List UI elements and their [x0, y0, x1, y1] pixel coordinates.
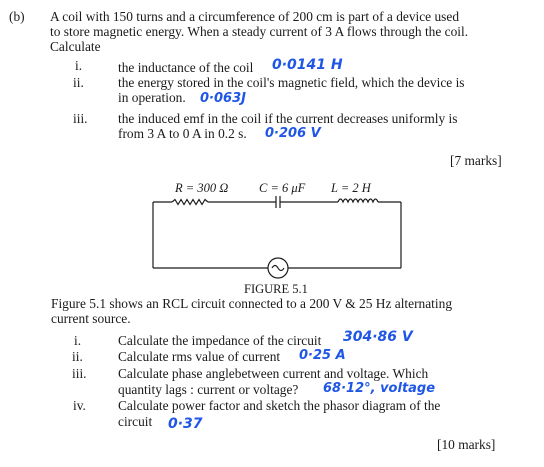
inductor-label: L = 2 H [331, 181, 371, 195]
question-text: Calculate rms value of current [118, 349, 281, 364]
question-text: the induced emf in the coil if the current decreases uniformly is [118, 111, 458, 126]
resistor-symbol [172, 200, 208, 205]
handwritten-answer: 0·206 V [265, 126, 321, 141]
capacitor-label: C = 6 μF [259, 181, 306, 195]
figure-caption: FIGURE 5.1 [244, 282, 308, 296]
question-text: the inductance of the coil [118, 60, 254, 75]
handwritten-answer: 304·86 V [343, 329, 413, 345]
question-text: from 3 A to 0 A in 0.2 s. [118, 126, 247, 141]
question-text: Calculate power factor and sketch the phasor diagram of the [118, 398, 441, 413]
intro-line-1: A coil with 150 turns and a circumference of 200 cm is part of a device used [50, 9, 460, 24]
question-text: the energy stored in the coil's magnetic field, which the device is [118, 75, 465, 90]
figure-description-1: Figure 5.1 shows an RCL circuit connected to a 200 V & 25 Hz alternating [51, 296, 453, 311]
marks: [7 marks] [450, 153, 502, 168]
item-number: ii. [72, 349, 83, 364]
question-text: circuit [118, 414, 153, 429]
item-number: iii. [73, 111, 88, 126]
handwritten-answer: 68·12°, voltage [323, 381, 436, 396]
handwritten-answer: 0·0141 H [272, 57, 343, 73]
question-text: quantity lags : current or voltage? [118, 382, 299, 397]
item-number: ii. [73, 75, 84, 90]
intro-line-3: Calculate [50, 39, 101, 54]
question-text: Calculate phase anglebetween current and voltage. Which [118, 366, 429, 381]
item-number: i. [75, 58, 83, 73]
part-label: (b) [9, 9, 25, 24]
inductor-symbol [338, 199, 378, 202]
handwritten-answer: 0·063J [200, 91, 246, 106]
item-number: iv. [73, 398, 86, 413]
question-text: in operation. [118, 90, 186, 105]
handwritten-answer: 0·25 A [299, 348, 346, 363]
marks: [10 marks] [437, 437, 496, 452]
item-number: i. [74, 333, 82, 348]
question-text: Calculate the impedance of the circuit [118, 333, 322, 348]
figure-description-2: current source. [51, 311, 131, 326]
item-number: iii. [72, 366, 87, 381]
intro-line-2: to store magnetic energy. When a steady current of 3 A flows through the coil. [50, 24, 469, 39]
resistor-label: R = 300 Ω [175, 181, 229, 195]
handwritten-answer: 0·37 [168, 416, 203, 432]
